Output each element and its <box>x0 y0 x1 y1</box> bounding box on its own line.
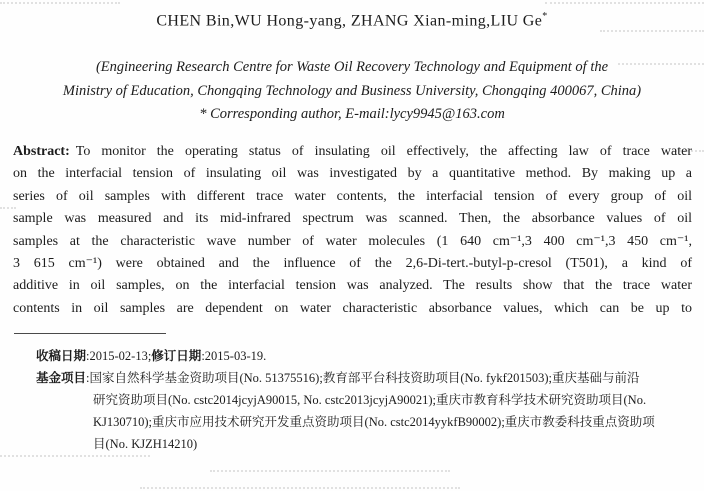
dates-footnote <box>36 345 696 367</box>
scan-artifact <box>140 487 460 489</box>
affiliation-line-1: (Engineering Research Centre for Waste Oil Recovery Technology and Equipment of the <box>95 59 609 75</box>
abstract-line: series of oil samples with different trace water contents, the interfacial tension of every group of oil <box>13 188 692 204</box>
abstract-block <box>13 141 692 320</box>
abstract-line: contents in oil samples are dependent on water characteristic absorbance values, which can be up to <box>13 300 692 316</box>
abstract-line: 3 615 cm⁻¹) were obtained and the influence of the 2,6-Di-tert.-butyl-p-cresol (T501), a kind of <box>13 256 692 272</box>
affiliation-block <box>0 56 704 127</box>
abstract-line <box>13 141 692 163</box>
authors-names: CHEN Bin,WU Hong-yang, ZHANG Xian-ming,LIU Ge <box>156 12 543 30</box>
affiliation-line-2: Ministry of Education, Chongqing Technology and Business University, Chongqing 400067, China) <box>62 82 642 99</box>
abstract-line: samples at the characteristic wave number of water molecules (1 640 cm⁻¹,3 400 cm⁻¹,3 450 cm⁻¹, <box>13 233 692 249</box>
abstract-line: additive in oil samples, on the interfacial tension was analyzed. The results show that the trace water <box>13 278 692 294</box>
corresponding-author-line: * Corresponding author, E-mail:lycy9945@163.com <box>199 106 505 122</box>
revised-date-label: 修订日期 <box>151 349 202 363</box>
abstract-line: on the interfacial tension of insulating oil was investigated by a quantitative method. By making up a <box>13 166 692 182</box>
abstract-text: To monitor the operating status of insulating oil effectively, the affecting law of trace water <box>75 144 692 159</box>
scan-artifact <box>0 2 120 4</box>
fund-footnote-line: KJ130710);重庆市应用技术研究开发重点资助项目(No. cstc2014yykfB90002);重庆市教委科技重点资助项 <box>93 415 655 429</box>
received-date-value: :2015-02-13; <box>86 349 152 363</box>
scan-artifact <box>210 470 450 472</box>
footnote-block <box>36 345 696 455</box>
fund-footnote-line: 研究资助项目(No. cstc2014jcyjA90015, No. cstc2013jcyjA90021);重庆市教育科学技术研究资助项目(No. <box>93 393 647 407</box>
scan-artifact <box>0 455 150 457</box>
abstract-line: sample was measured and its mid-infrared spectrum was scanned. Then, the absorbance values of oil <box>13 211 692 227</box>
footnote-rule <box>14 333 166 334</box>
revised-date-value: :2015-03-19. <box>201 349 267 363</box>
fund-footnote-line <box>36 367 696 389</box>
abstract-label: Abstract: <box>13 144 70 159</box>
fund-label: 基金项目 <box>36 371 87 385</box>
scan-artifact <box>545 2 704 4</box>
fund-text: :国家自然科学基金资助项目(No. 51375516);教育部平台科技资助项目(No. fykf201503);重庆基础与前沿 <box>86 371 640 385</box>
corresponding-author-asterisk: * <box>542 11 548 22</box>
authors-line <box>0 11 704 30</box>
fund-footnote-line: 目(No. KJZH14210) <box>93 437 198 451</box>
received-date-label: 收稿日期 <box>36 349 87 363</box>
